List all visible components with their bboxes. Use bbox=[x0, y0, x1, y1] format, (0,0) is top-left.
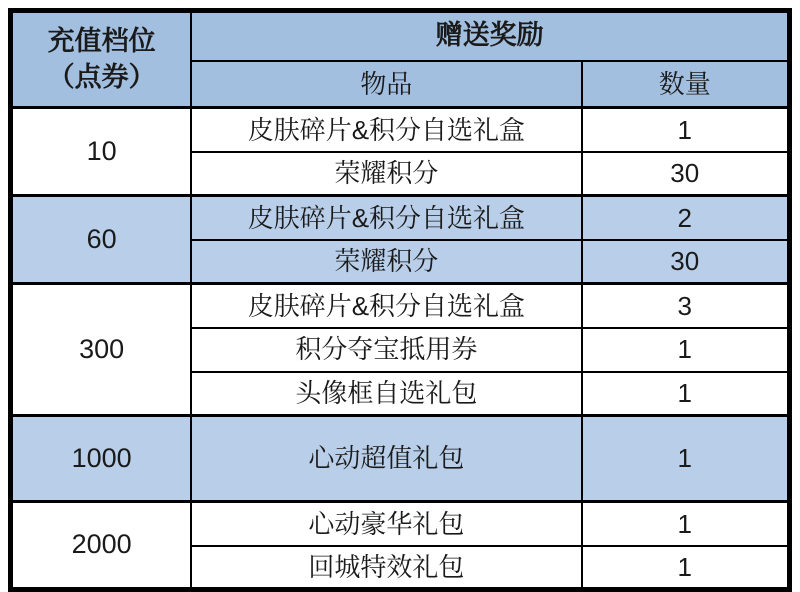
item-cell: 皮肤碎片&积分自选礼盒 bbox=[191, 284, 581, 328]
qty-cell: 1 bbox=[582, 372, 790, 416]
table-header bbox=[11, 11, 790, 108]
qty-cell: 30 bbox=[582, 152, 790, 196]
table-body bbox=[11, 108, 790, 590]
recharge-rewards-table bbox=[8, 8, 792, 592]
item-cell: 头像框自选礼包 bbox=[191, 372, 581, 416]
item-cell: 心动超值礼包 bbox=[191, 416, 581, 502]
qty-cell: 1 bbox=[582, 108, 790, 152]
qty-cell: 30 bbox=[582, 240, 790, 284]
item-cell: 心动豪华礼包 bbox=[191, 502, 581, 546]
item-cell: 积分夺宝抵用券 bbox=[191, 328, 581, 372]
tier-header-line1: 充值档位 bbox=[47, 25, 156, 56]
header-row-top bbox=[11, 11, 790, 61]
tier-cell: 1000 bbox=[11, 416, 192, 502]
qty-cell: 1 bbox=[582, 546, 790, 590]
qty-cell: 1 bbox=[582, 502, 790, 546]
table-row bbox=[11, 502, 790, 546]
item-cell: 回城特效礼包 bbox=[191, 546, 581, 590]
qty-cell: 1 bbox=[582, 416, 790, 502]
tier-cell: 60 bbox=[11, 196, 192, 284]
table-row bbox=[11, 108, 790, 152]
tier-header-line2: （点券） bbox=[47, 61, 156, 92]
table-row bbox=[11, 416, 790, 502]
item-cell: 荣耀积分 bbox=[191, 240, 581, 284]
item-cell: 皮肤碎片&积分自选礼盒 bbox=[191, 196, 581, 240]
tier-column-header bbox=[11, 11, 192, 108]
tier-cell: 10 bbox=[11, 108, 192, 196]
qty-cell: 2 bbox=[582, 196, 790, 240]
item-column-header: 物品 bbox=[191, 61, 581, 108]
qty-cell: 1 bbox=[582, 328, 790, 372]
tier-cell: 300 bbox=[11, 284, 192, 416]
table-row bbox=[11, 196, 790, 240]
item-cell: 荣耀积分 bbox=[191, 152, 581, 196]
qty-cell: 3 bbox=[582, 284, 790, 328]
item-cell: 皮肤碎片&积分自选礼盒 bbox=[191, 108, 581, 152]
reward-column-header: 赠送奖励 bbox=[191, 11, 789, 61]
tier-cell: 2000 bbox=[11, 502, 192, 590]
table-row bbox=[11, 284, 790, 328]
qty-column-header: 数量 bbox=[582, 61, 790, 108]
